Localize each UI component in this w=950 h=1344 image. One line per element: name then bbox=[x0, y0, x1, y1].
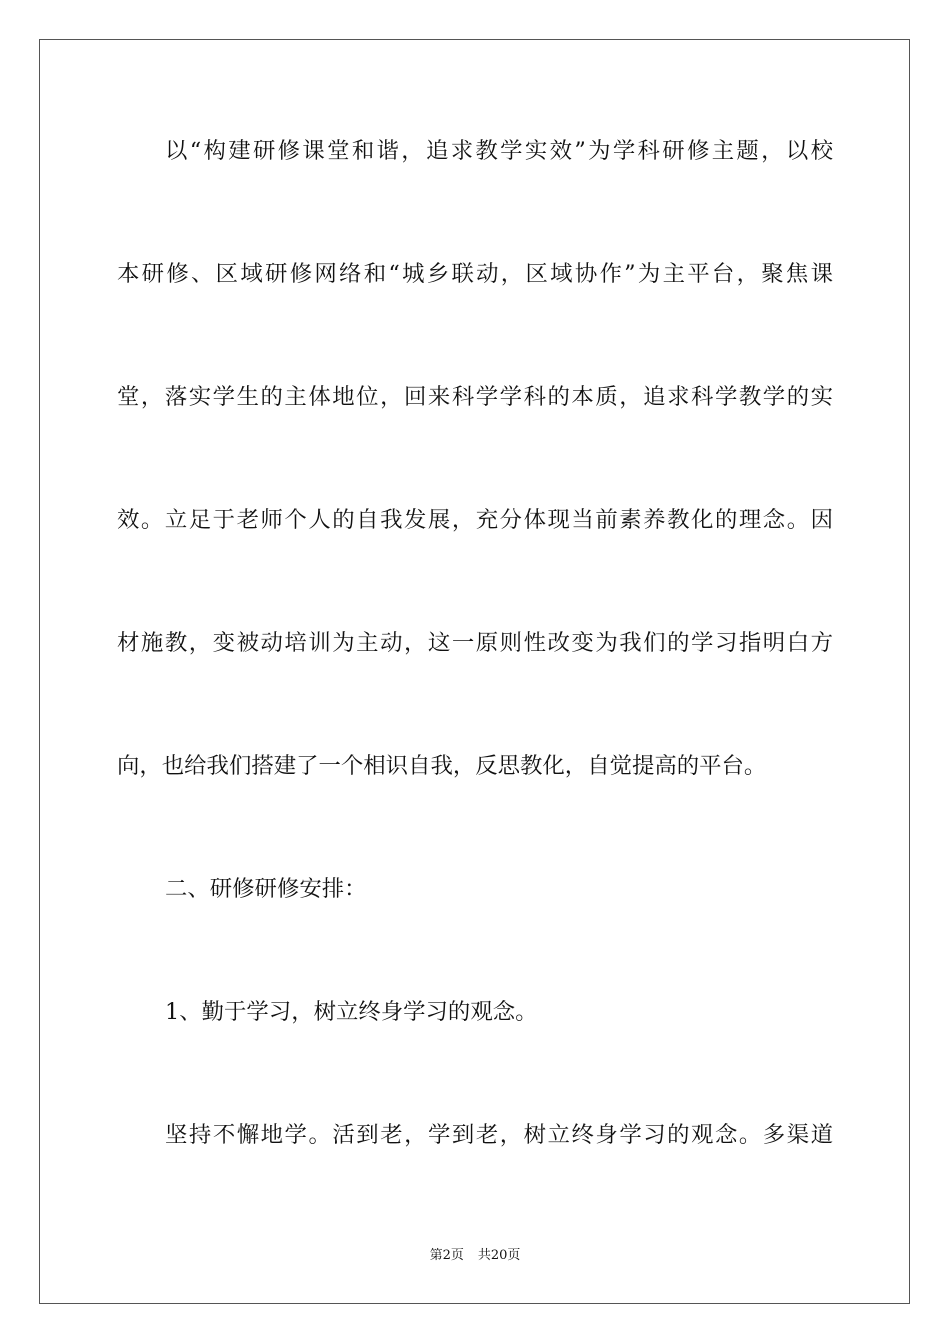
page-frame bbox=[39, 39, 910, 1304]
text-line: 向，也给我们搭建了一个相识自我，反思教化，自觉提高的平台。 bbox=[117, 753, 767, 779]
text-line: 堂，落实学生的主体地位，回来科学学科的本质，追求科学教学的实 bbox=[117, 384, 833, 410]
text-line: 坚持不懈地学。活到老，学到老，树立终身学习的观念。多渠道 bbox=[165, 1122, 833, 1148]
page-footer bbox=[0, 1247, 950, 1265]
section-heading: 二、研修研修安排： bbox=[165, 876, 367, 902]
text-line: 材施教，变被动培训为主动，这一原则性改变为我们的学习指明白方 bbox=[117, 630, 833, 656]
text-line: 效。立足于老师个人的自我发展，充分体现当前素养教化的理念。因 bbox=[117, 507, 833, 533]
subsection-heading: 1、勤于学习，树立终身学习的观念。 bbox=[165, 999, 538, 1025]
text-line: 本研修、区域研修网络和“城乡联动，区域协作”为主平台，聚焦课 bbox=[117, 261, 833, 287]
page-number: 第2页 bbox=[429, 1248, 464, 1263]
text-line: 以“构建研修课堂和谐，追求教学实效”为学科研修主题，以校 bbox=[165, 138, 833, 164]
page-total: 共20页 bbox=[477, 1248, 521, 1263]
